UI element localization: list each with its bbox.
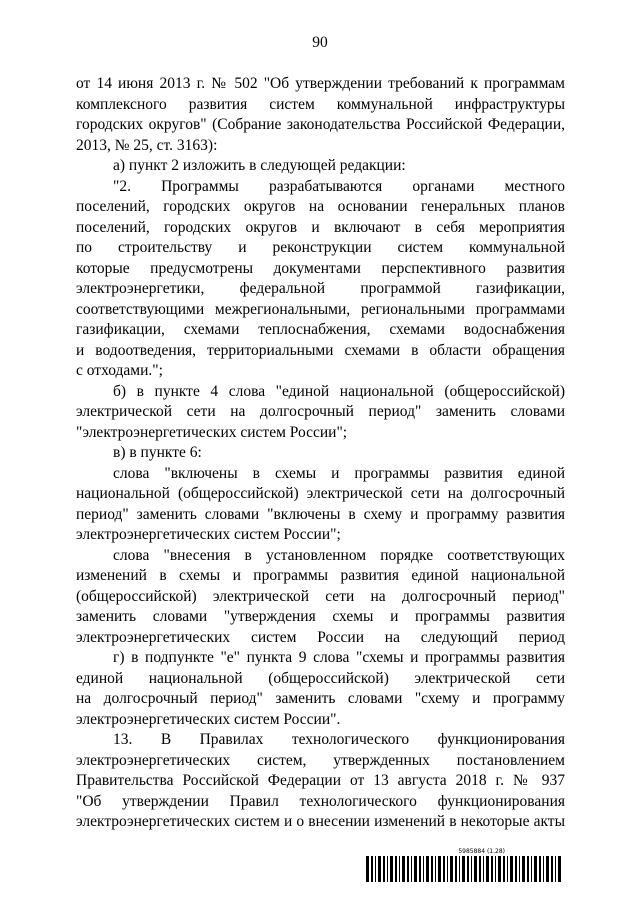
barcode-bar [402,856,405,882]
page-number: 90 [312,34,328,51]
barcode-label: 5985884 (1.28) [458,848,505,855]
barcode-bar [491,856,493,882]
text-line: по строительству и реконструкции систем коммунальной [76,239,565,256]
barcode-bar [387,856,388,882]
barcode-bar [435,856,436,882]
barcode-bar [479,856,481,882]
text-line: комплексного развития систем коммунальной инфраструктуры [76,95,565,113]
text-line: а) пункт 2 изложить в следующей редакции: [113,157,406,174]
text-line: изменений в схемы и программы развития единой национальной [76,567,565,584]
text-line: слова "внесения в установленном порядке соответствующих [113,546,565,564]
barcode-bar [419,856,421,882]
barcode-bar [522,856,525,882]
barcode-bar [423,856,424,882]
barcode-bar [399,856,400,882]
barcode-bar [503,856,505,882]
text-line: 2013, № 25, ст. 3163): [76,136,218,154]
barcode-bar [426,856,429,882]
barcode-bar [471,856,472,882]
barcode-bar [390,856,393,882]
barcode-bar [443,856,445,882]
text-line: Правительства Российской Федерации от 13 августа 2018 г. № 937 [76,772,565,789]
text-line: электрической сети на долгосрочный период" заменить словами [76,403,565,420]
text-line: "2. Программы разрабатываются органами местного [113,177,565,195]
document-body [76,74,565,833]
barcode-bar [474,856,477,882]
barcode-bar [531,856,532,882]
barcode-bar [551,856,553,882]
barcode-bar [507,856,508,882]
barcode-bar [371,856,373,882]
text-line: (общероссийской) электрической сети на долгосрочный период" [76,587,565,605]
barcode-bar [519,856,520,882]
text-line: "Об утверждении Правил технологического функционирования [76,792,565,810]
barcode [366,848,565,882]
text-line: и водоотведения, территориальными схемами в области обращения [76,341,565,359]
barcode-bar [411,856,412,882]
text-line: электроэнергетических систем России". [76,710,341,728]
text-line: электроэнергетики, федеральной программой газификации, [76,280,565,297]
text-line: соответствующими межрегиональными, региональными программами [76,300,565,318]
barcode-bar [407,856,409,882]
barcode-bar [543,856,544,882]
text-line: на долгосрочный период" заменить словами "схему и программу [76,690,565,707]
text-line: единой национальной (общероссийской) электрической сети [76,669,565,687]
barcode-bar [438,856,441,882]
barcode-bar [455,856,457,882]
barcode-bar [527,856,529,882]
barcode-bar [534,856,537,882]
text-line: поселений, городских округов на основании генеральных планов [76,198,565,215]
barcode-bar [546,856,549,882]
barcode-bar [431,856,433,882]
text-line: национальной (общероссийской) электрической сети на долгосрочный [76,485,565,502]
text-line: с отходами."; [76,362,163,379]
barcode-bar [555,856,556,882]
barcode-bar [539,856,541,882]
barcode-bars [366,856,565,882]
text-line: период" заменить словами "включены в схему и программу развития [76,505,565,523]
text-line: электроэнергетических систем и о внесении изменений в некоторые акты [76,813,565,830]
barcode-bar [486,856,489,882]
text-line: "электроэнергетических систем России"; [76,423,348,441]
text-line: поселений, городских округов и включают в себя мероприятия [76,218,565,236]
barcode-bar [515,856,517,882]
text-line: в) в пункте 6: [113,444,202,461]
barcode-bar [378,856,381,882]
text-line: заменить словами "утверждения схемы и программы развития [76,608,565,625]
barcode-bar [495,856,496,882]
barcode-bar [383,856,385,882]
text-line: слова "включены в схемы и программы развития единой [113,464,565,482]
barcode-bar [395,856,397,882]
barcode-bar [447,856,448,882]
text-line: б) в пункте 4 слова "единой национальной (общероссийской) [113,382,565,400]
text-line: от 14 июня 2013 г. № 502 "Об утверждении требований к программам [76,75,565,92]
text-line: городских округов" (Собрание законодательства Российской Федерации, [76,116,565,133]
text-line: электроэнергетических систем, утвержденных постановлением [76,751,565,769]
text-line: газификации, схемами теплоснабжения, схемами водоснабжения [76,321,565,338]
text-line: 13. В Правилах технологического функционирования [113,731,565,748]
barcode-bar [558,856,561,882]
text-line: электроэнергетических систем России"; [76,526,341,543]
barcode-bar [414,856,417,882]
barcode-bar [459,856,460,882]
text-line: г) в подпункте "е" пункта 9 слова "схемы и программы развития [113,649,565,666]
barcode-bar [366,856,369,882]
barcode-bar [462,856,465,882]
barcode-bar [375,856,376,882]
barcode-bar [498,856,501,882]
text-line: которые предусмотрены документами перспективного развития [76,259,565,277]
barcode-bar [450,856,453,882]
barcode-bar [510,856,513,882]
barcode-bar [483,856,484,882]
barcode-bar [467,856,469,882]
text-line: электроэнергетических систем России на следующий период [76,628,565,646]
